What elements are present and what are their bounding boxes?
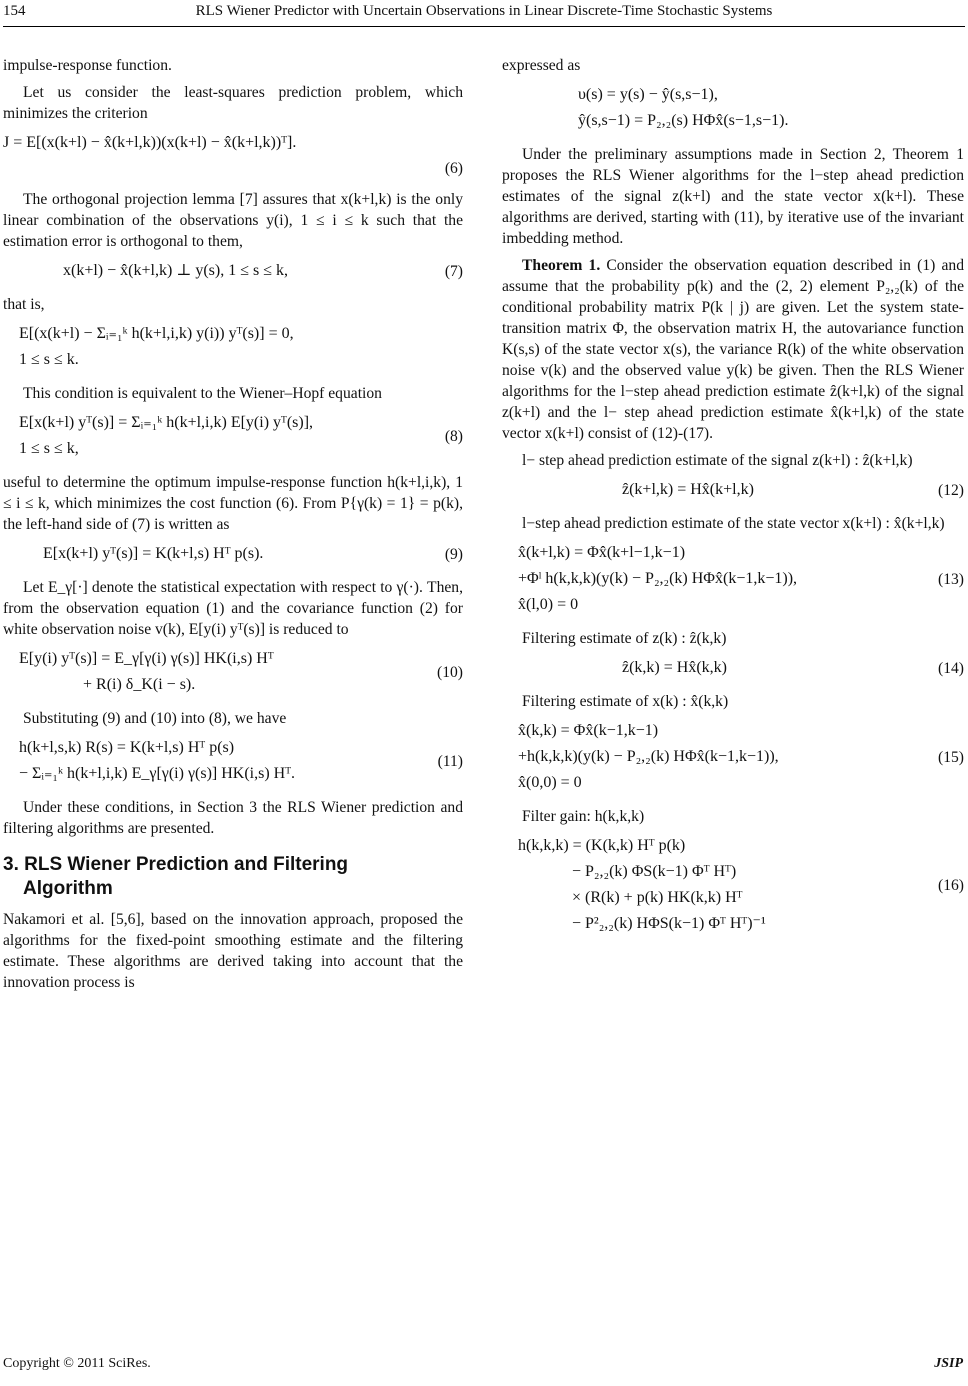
equation-number: (14) bbox=[938, 659, 964, 677]
equation-line: x̂(0,0) = 0 bbox=[518, 774, 582, 791]
equation-line: ŷ(s,s−1) = P₂,₂(s) HΦx̂(s−1,s−1). bbox=[578, 112, 789, 129]
equation-14 bbox=[502, 655, 964, 681]
equation-number: (11) bbox=[437, 752, 463, 770]
running-title: RLS Wiener Predictor with Uncertain Observations in Linear Discrete-Time Stochastic Systems bbox=[195, 3, 773, 19]
equation-body bbox=[502, 82, 789, 134]
equation-body bbox=[3, 735, 295, 787]
equation-7-expanded bbox=[3, 321, 463, 373]
equation-9 bbox=[3, 541, 463, 567]
equation-6 bbox=[3, 130, 463, 156]
equation-number: (7) bbox=[444, 262, 463, 280]
equation-body bbox=[502, 718, 779, 796]
equation-line: x̂(k,k) = Φx̂(k−1,k−1) bbox=[518, 722, 659, 739]
journal-abbreviation: JSIP bbox=[934, 1356, 963, 1371]
equation-6-number-row bbox=[3, 158, 463, 179]
equation-16 bbox=[502, 833, 964, 937]
equation-number: (9) bbox=[444, 545, 463, 563]
equation-line: +Φˡ h(k,k,k)(y(k) − P₂,₂(k) HΦx̂(k−1,k−1)), bbox=[518, 570, 798, 587]
equation-line: − P₂,₂(k) ΦS(k−1) Φᵀ Hᵀ) bbox=[572, 863, 737, 880]
equation-number: (6) bbox=[444, 160, 463, 177]
header-rule bbox=[3, 26, 965, 27]
equation-11 bbox=[3, 735, 463, 787]
paragraph: that is, bbox=[3, 296, 45, 313]
equation-line: − P²₂,₂(k) HΦS(k−1) Φᵀ Hᵀ)⁻¹ bbox=[572, 915, 766, 932]
running-head bbox=[0, 0, 968, 24]
page-number: 154 bbox=[3, 3, 26, 19]
equation-line: h(k,k,k) = (K(k,k) Hᵀ p(k) bbox=[518, 837, 686, 854]
left-column bbox=[3, 55, 463, 1330]
equation-body: ẑ(k,k) = Hx̂(k,k) bbox=[622, 659, 727, 676]
equation-body: ẑ(k+l,k) = Hx̂(k+l,k) bbox=[622, 481, 754, 498]
equation-line: h(k+l,s,k) R(s) = K(k+l,s) Hᵀ p(s) bbox=[19, 739, 235, 756]
equation-line: − Σᵢ₌₁ᵏ h(k+l,i,k) E_γ[γ(i) γ(s)] HK(i,s) Hᵀ. bbox=[19, 765, 296, 782]
equation-line: 1 ≤ s ≤ k. bbox=[19, 351, 79, 368]
theorem-paragraph bbox=[502, 255, 964, 444]
equation-line: 1 ≤ s ≤ k, bbox=[19, 440, 79, 457]
right-column bbox=[502, 55, 964, 1330]
equation-line: x̂(l,0) = 0 bbox=[518, 596, 579, 613]
equation-body: E[x(k+l) yᵀ(s)] = K(k+l,s) Hᵀ p(s). bbox=[43, 545, 264, 562]
theorem-text: Consider the observation equation described in (1) and assume that the probability p(k) and the (2, 2) element P₂,₂(k) of the conditional probability matrix P(k | j) are given. Let the system state-transition matrix Φ, the observation matrix H, the autovariance function K(s,s) of the state vector x(s), the variance R(k) of the white observation noise v(k) and the observed value y(k) be given. Then the RLS Wiener algorithms for the l−step ahead prediction estimate ẑ(k+l,k) of the signal z(k+l) and the l− step ahead prediction estimate x̂(k+l,k) of the state vector x(k+l) consist of (12)-(17). bbox=[502, 257, 964, 442]
equation-line: × (R(k) + p(k) HK(k,k) Hᵀ bbox=[572, 889, 743, 906]
equation-12 bbox=[502, 477, 964, 503]
paragraph: expressed as bbox=[502, 57, 581, 74]
paragraph: Under the preliminary assumptions made in Section 2, Theorem 1 proposes the RLS Wiener algorithms for the l−step ahead prediction estimates of the signal z(k+l) and the state vector x(k+l). These algorithms are derived, starting with (11), by iterative use of the invariant imbedding method. bbox=[502, 146, 964, 247]
equation-number: (8) bbox=[444, 427, 463, 445]
equation-number: (10) bbox=[437, 663, 463, 681]
paragraph: Let E_γ[·] denote the statistical expectation with respect to γ(·). Then, from the observation equation (1) and the covariance function (2) for white observation noise v(k), E[y(i) yᵀ(s)] is reduced to bbox=[3, 579, 463, 638]
equation-body bbox=[3, 321, 294, 373]
equation-number: (13) bbox=[938, 570, 964, 588]
equation-number: (12) bbox=[938, 481, 964, 499]
theorem-label: Theorem 1. bbox=[522, 257, 601, 274]
paragraph: Filter gain: h(k,k,k) bbox=[522, 808, 645, 825]
equation-body bbox=[502, 540, 797, 618]
equation-line: + R(i) δ_K(i − s). bbox=[83, 676, 196, 693]
section-heading bbox=[3, 853, 463, 901]
equation-13 bbox=[502, 540, 964, 618]
equation-body bbox=[3, 646, 274, 698]
paragraph: Nakamori et al. [5,6], based on the innovation approach, proposed the algorithms for the fixed-point smoothing estimate and the filtering estimate. These algorithms are derived taking into account that the innovation process is bbox=[3, 911, 463, 991]
paragraph: Substituting (9) and (10) into (8), we have bbox=[23, 710, 287, 727]
paragraph: Filtering estimate of z(k) : ẑ(k,k) bbox=[522, 630, 727, 647]
section-heading-line: Algorithm bbox=[23, 878, 113, 899]
section-heading-line: 3. RLS Wiener Prediction and Filtering bbox=[3, 854, 349, 875]
equation-line: +h(k,k,k)(y(k) − P₂,₂(k) HΦx̂(k−1,k−1)), bbox=[518, 748, 779, 765]
paragraph: l− step ahead prediction estimate of the signal z(k+l) : ẑ(k+l,k) bbox=[522, 452, 913, 469]
page-footer bbox=[0, 1356, 968, 1380]
paragraph: useful to determine the optimum impulse-response function h(k+l,i,k), 1 ≤ i ≤ k, which minimizes the cost function (6). From P{γ(k) = 1} = p(k), the left-hand side of (7) is written as bbox=[3, 474, 463, 533]
equation-line: E[(x(k+l) − Σᵢ₌₁ᵏ h(k+l,i,k) y(i)) yᵀ(s)] = 0, bbox=[19, 325, 294, 342]
equation-8 bbox=[3, 410, 463, 462]
equation-line: E[y(i) yᵀ(s)] = E_γ[γ(i) γ(s)] HK(i,s) Hᵀ bbox=[19, 650, 274, 667]
equation-15 bbox=[502, 718, 964, 796]
equation-body: x(k+l) − x̂(k+l,k) ⊥ y(s), 1 ≤ s ≤ k, bbox=[63, 262, 288, 279]
paragraph: This condition is equivalent to the Wiener–Hopf equation bbox=[23, 385, 382, 402]
equation-number: (15) bbox=[938, 748, 964, 766]
paragraph: impulse-response function. bbox=[3, 57, 172, 74]
equation-10 bbox=[3, 646, 463, 698]
paragraph: Under these conditions, in Section 3 the RLS Wiener prediction and filtering algorithms are presented. bbox=[3, 799, 463, 837]
copyright-notice: Copyright © 2011 SciRes. bbox=[3, 1356, 151, 1371]
paragraph: Filtering estimate of x(k) : x̂(k,k) bbox=[522, 693, 729, 710]
equation-line: υ(s) = y(s) − ŷ(s,s−1), bbox=[578, 86, 718, 103]
equation-innovation bbox=[502, 82, 964, 134]
equation-line: E[x(k+l) yᵀ(s)] = Σᵢ₌₁ᵏ h(k+l,i,k) E[y(i) yᵀ(s)], bbox=[19, 414, 314, 431]
equation-body bbox=[502, 833, 766, 937]
equation-number: (16) bbox=[938, 876, 964, 894]
equation-7 bbox=[3, 258, 463, 284]
paragraph: Let us consider the least-squares prediction problem, which minimizes the criterion bbox=[3, 84, 463, 122]
equation-body: J = E[(x(k+l) − x̂(k+l,k))(x(k+l) − x̂(k+l,k))ᵀ]. bbox=[3, 134, 297, 151]
paragraph: The orthogonal projection lemma [7] assures that x(k+l,k) is the only linear combination of the observations y(i), 1 ≤ i ≤ k such that the estimation error is orthogonal to them, bbox=[3, 191, 463, 250]
paragraph: l−step ahead prediction estimate of the state vector x(k+l) : x̂(k+l,k) bbox=[522, 515, 945, 532]
equation-body bbox=[3, 410, 313, 462]
equation-line: x̂(k+l,k) = Φx̂(k+l−1,k−1) bbox=[518, 544, 686, 561]
